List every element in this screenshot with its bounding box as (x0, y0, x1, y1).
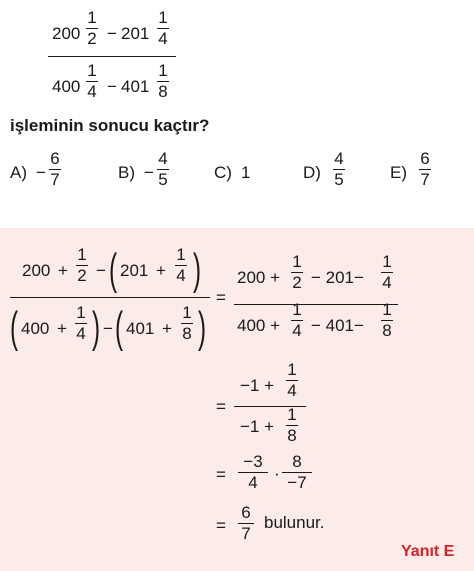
s1r-d-frac1-den: 4 (292, 321, 302, 341)
option-a-frac (49, 150, 61, 189)
s3-frac-a-num: −3 (243, 452, 263, 471)
s1r-n-frac2 (381, 253, 393, 292)
s1r-d-frac1-num: 1 (292, 300, 302, 319)
s1l-n-lparen: ( (109, 245, 118, 294)
s1l-d-frac2-den: 8 (182, 324, 192, 344)
s1r-d-frac2-num: 1 (382, 300, 392, 319)
s1l-d-frac1-den: 4 (76, 324, 86, 344)
q-num-b-num: 1 (158, 8, 168, 27)
option-a-den: 7 (50, 170, 60, 190)
s1l-d-plus2: + (162, 319, 172, 338)
option-b-frac (157, 150, 169, 189)
q-den-a-whole: 400 (52, 77, 81, 96)
s1r-d-frac2-den: 8 (382, 321, 392, 341)
s1l-n-minus: − (96, 261, 106, 280)
s2-n-frac (286, 361, 298, 400)
option-d-num: 4 (334, 149, 344, 168)
s1l-n-rparen: ) (193, 245, 202, 294)
s1r-n-frac2-den: 4 (382, 273, 392, 293)
s2-d-frac (286, 406, 298, 445)
s1l-n-201: 201 (120, 261, 149, 280)
q-den-b-num: 1 (158, 61, 168, 80)
s1l-d-lparen2: ( (115, 303, 124, 352)
s1l-d-frac1 (75, 304, 87, 343)
s1l-d-rparen: ) (92, 303, 101, 352)
q-num-b-whole: 201 (121, 24, 150, 43)
option-a-num: 6 (50, 149, 60, 168)
s1l-d-plus: + (57, 319, 67, 338)
option-c-label: C) (214, 163, 232, 182)
s1r-n-lead: 200 + (237, 268, 281, 287)
s2-n-frac-den: 4 (287, 381, 297, 401)
option-e-den: 7 (420, 170, 430, 190)
s1r-d-lead: 400 + (237, 316, 281, 335)
option-e-frac (419, 150, 431, 189)
s3-frac-b-den: −7 (287, 473, 307, 493)
q-num-a-frac (86, 9, 98, 48)
s1l-n-plus2: + (156, 261, 166, 280)
s1l-n-frac1 (76, 246, 88, 285)
s1r-d-mid: − 401− (311, 316, 364, 335)
s1-equals: = (216, 288, 226, 307)
answer-label: Yanıt E (401, 543, 455, 560)
question-prompt: işleminin sonucu kaçtır? (10, 116, 210, 135)
s3-frac-b (282, 453, 312, 492)
s4-text: bulunur. (264, 513, 325, 532)
s3-frac-a (238, 453, 268, 492)
option-b-label: B) (118, 163, 135, 182)
s1l-d-400: 400 (21, 319, 50, 338)
option-e-num: 6 (420, 149, 430, 168)
option-d-label: D) (303, 163, 321, 182)
option-c-value: 1 (241, 163, 251, 182)
s1l-d-rparen2: ) (198, 303, 207, 352)
option-d-den: 5 (334, 170, 344, 190)
s1l-d-401: 401 (126, 319, 155, 338)
s4-equals: = (216, 516, 226, 535)
q-den-b-den: 8 (158, 82, 168, 102)
q-den-b-whole: 401 (121, 77, 150, 96)
s1l-n-frac1-den: 2 (77, 266, 87, 286)
q-num-b-den: 4 (158, 29, 168, 49)
s1l-d-frac2-num: 1 (182, 303, 192, 322)
s1l-n-frac2-num: 1 (176, 245, 186, 264)
option-e-label: E) (390, 163, 407, 182)
s1l-d-frac1-num: 1 (76, 303, 86, 322)
s1l-d-minus: − (103, 319, 113, 338)
s1l-d-frac2 (181, 304, 193, 343)
s3-dot: · (274, 464, 280, 483)
s2-n-lead: −1 + (240, 376, 275, 395)
s1r-n-frac1-den: 2 (292, 273, 302, 293)
q-den-a-frac (86, 62, 98, 101)
q-den-a-den: 4 (87, 82, 97, 102)
s2-d-frac-den: 8 (287, 426, 297, 446)
option-b-sign: − (144, 163, 154, 182)
q-num-a-den: 2 (87, 29, 97, 49)
s1l-main-bar (10, 297, 210, 298)
option-d-frac (333, 150, 345, 189)
q-num-a-num: 1 (87, 8, 97, 27)
option-b-den: 5 (158, 170, 168, 190)
s4-frac-num: 6 (241, 503, 251, 522)
option-a-sign: − (36, 163, 46, 182)
s1r-n-frac2-num: 1 (382, 252, 392, 271)
option-a-label: A) (10, 163, 27, 182)
s2-equals: = (216, 397, 226, 416)
s1r-d-frac1 (291, 301, 303, 340)
s1r-d-frac2 (381, 301, 393, 340)
s1l-d-lparen: ( (10, 303, 19, 352)
s1l-n-frac1-num: 1 (77, 245, 87, 264)
q-num-a-whole: 200 (52, 24, 81, 43)
option-b-num: 4 (158, 149, 168, 168)
s1r-main-bar (234, 304, 398, 305)
s2-n-frac-num: 1 (287, 360, 297, 379)
q-num-b-frac (157, 9, 169, 48)
q-num-op: − (107, 24, 117, 43)
q-den-op: − (107, 77, 117, 96)
s1r-n-frac1-num: 1 (292, 252, 302, 271)
s3-frac-b-num: 8 (292, 452, 302, 471)
s3-frac-a-den: 4 (248, 473, 258, 493)
s1l-n-frac2-den: 4 (176, 266, 186, 286)
s1l-n-frac2 (175, 246, 187, 285)
q-den-a-num: 1 (87, 61, 97, 80)
q-main-bar (48, 56, 176, 57)
s4-frac-den: 7 (241, 524, 251, 544)
q-den-b-frac (157, 62, 169, 101)
s1l-n-200: 200 (22, 261, 51, 280)
s1r-n-mid: − 201− (311, 268, 364, 287)
s1r-n-frac1 (291, 253, 303, 292)
s2-d-lead: −1 + (240, 417, 275, 436)
s1l-n-plus: + (58, 261, 68, 280)
s3-equals: = (216, 465, 226, 484)
s2-d-frac-num: 1 (287, 405, 297, 424)
s4-frac (238, 504, 254, 543)
